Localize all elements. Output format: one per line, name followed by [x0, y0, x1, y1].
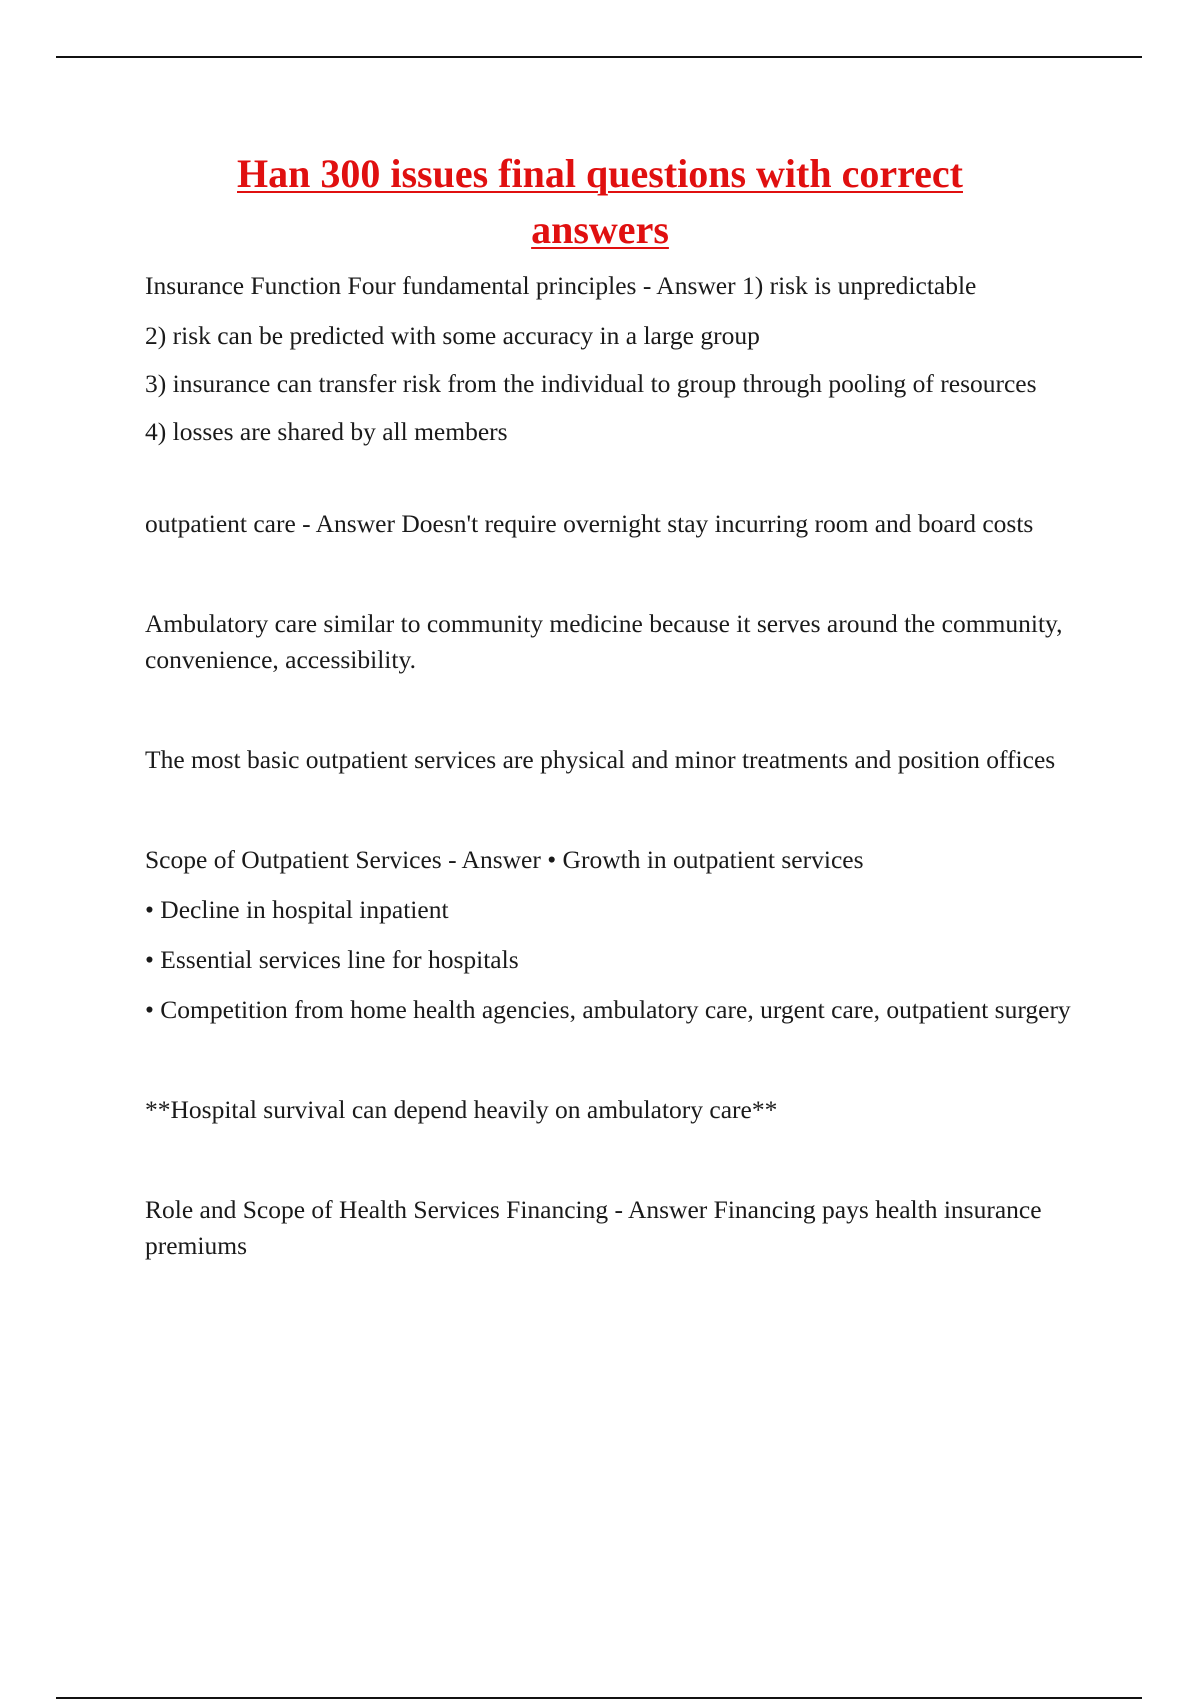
- title-line-2: answers: [531, 207, 669, 252]
- title-line-1: Han 300 issues final questions with correct: [237, 151, 963, 196]
- insurance-principle-3: 3) insurance can transfer risk from the individual to group through pooling of resources: [145, 369, 1037, 398]
- insurance-principle-4: 4) losses are shared by all members: [145, 417, 508, 446]
- document-body: [145, 268, 1090, 1264]
- top-rule: [56, 56, 1142, 58]
- basic-services-text: The most basic outpatient services are physical and minor treatments and position offices: [145, 745, 1056, 774]
- bottom-rule: [56, 1697, 1142, 1699]
- scope-item-4: • Competition from home health agencies, ambulatory care, urgent care, outpatient surgery: [145, 995, 1071, 1024]
- scope-item-2: • Decline in hospital inpatient: [145, 895, 449, 924]
- scope-item-3: • Essential services line for hospitals: [145, 945, 519, 974]
- insurance-principle-2: 2) risk can be predicted with some accuracy in a large group: [145, 321, 760, 350]
- insurance-question: Insurance Function Four fundamental principles - Answer 1) risk is unpredictable: [145, 271, 977, 300]
- scope-question: Scope of Outpatient Services - Answer • Growth in outpatient services: [145, 845, 864, 874]
- survival-note: **Hospital survival can depend heavily on ambulatory care**: [145, 1095, 778, 1124]
- outpatient-care-question: outpatient care - Answer Doesn't require overnight stay incurring room and board costs: [145, 509, 1034, 538]
- document-title: [0, 146, 1200, 258]
- financing-question: Role and Scope of Health Services Financing - Answer Financing pays health insurance premiums: [145, 1195, 1042, 1260]
- ambulatory-care-text: Ambulatory care similar to community medicine because it serves around the community, convenience, accessibility.: [145, 609, 1063, 674]
